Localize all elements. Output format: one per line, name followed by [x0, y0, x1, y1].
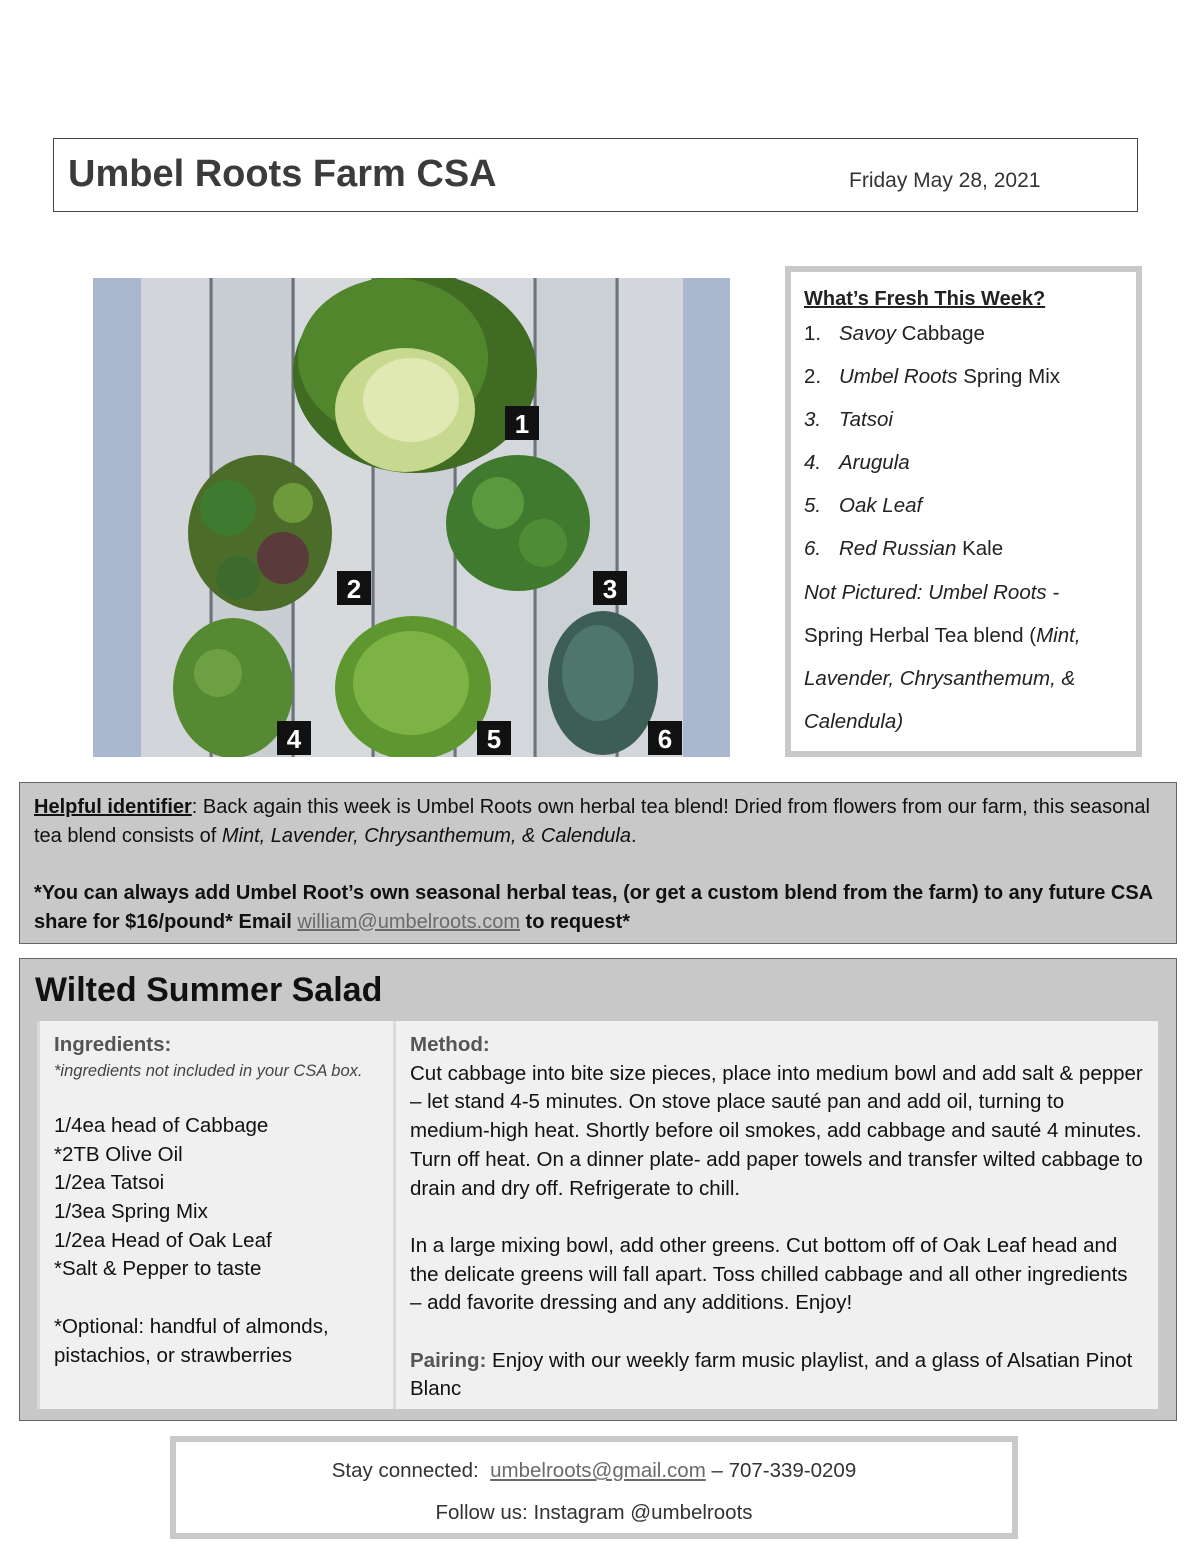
- contact-email-link[interactable]: umbelroots@gmail.com: [490, 1459, 706, 1482]
- method-label: Method:: [410, 1033, 490, 1056]
- tea-offer-paragraph: *You can always add Umbel Root’s own seasonal herbal teas, (or get a custom blend from the farm) to any future CSA share for $16/pound* Email william@umbelroots.com to request*: [34, 882, 1153, 933]
- spring-mix: [188, 455, 332, 611]
- ingredient-item: 1/2ea Tatsoi: [54, 1171, 165, 1195]
- newsletter-date: Friday May 28, 2021: [849, 169, 1041, 192]
- request-email-link[interactable]: william@umbelroots.com: [297, 910, 520, 933]
- photo-label-6: 6: [657, 724, 673, 754]
- red-russian-kale: [548, 611, 658, 755]
- list-item: 6. Red Russian Kale: [804, 537, 1004, 560]
- whats-fresh-box: [785, 266, 1142, 757]
- photo-label-1: 1: [514, 409, 530, 439]
- optional-note: *Optional: handful of almonds, pistachios, or strawberries: [54, 1314, 329, 1367]
- produce-photo: [93, 278, 730, 757]
- ingredients-label: Ingredients:: [54, 1033, 172, 1056]
- list-item: 3. Tatsoi: [804, 408, 893, 431]
- list-item: 4. Arugula: [804, 451, 910, 474]
- ingredient-item: *Salt & Pepper to taste: [54, 1257, 262, 1281]
- ingredient-item: 1/4ea head of Cabbage: [54, 1113, 269, 1137]
- tatsoi: [446, 455, 590, 591]
- oak-leaf: [335, 616, 491, 757]
- helpful-paragraph: Helpful identifier: Back again this week is Umbel Roots own herbal tea blend! Dried from flowers from our farm, this seasonal tea blend consists of Mint, Lavender, Chrysanthemum, & Calendula.: [34, 796, 1150, 847]
- photo-label-3: 3: [602, 574, 618, 604]
- recipe-title: Wilted Summer Salad: [35, 971, 383, 1009]
- fresh-list: [804, 320, 1134, 743]
- method-step-2: In a large mixing bowl, add other greens. Cut bottom off of Oak Leaf head and the delicate greens will fall apart. Toss chilled cabbage and all other ingredients – add favorite dressing and any additions. Enjoy!: [410, 1233, 1128, 1315]
- contact-line: Stay connected: umbelroots@gmail.com – 707-339-0209: [331, 1459, 857, 1482]
- not-pictured-note: Not Pictured: Umbel Roots - Spring Herbal Tea blend (Mint, Lavender, Chrysanthemum, & Calendula): [804, 581, 1081, 733]
- photo-label-2: 2: [346, 574, 362, 604]
- footer-box: [170, 1436, 1018, 1539]
- method-step-1: Cut cabbage into bite size pieces, place into medium bowl and add salt & pepper – let stand 4-5 minutes. On stove place sauté pan and add oil, turning to medium-high heat. Shortly before oil smokes, add cabbage and sauté 4 minutes. Turn off heat. On a dinner plate- add paper towels and transfer wilted cabbage to drain and dry off. Refrigerate to chill.: [410, 1061, 1143, 1200]
- savoy-cabbage: [293, 278, 537, 473]
- helpful-identifier-box: [19, 782, 1177, 944]
- recipe-box: [19, 958, 1177, 1421]
- produce-illustration: [93, 278, 730, 757]
- photo-label-4: 4: [286, 724, 302, 754]
- list-item: 2. Umbel Roots Spring Mix: [804, 365, 1061, 388]
- ingredient-item: *2TB Olive Oil: [54, 1142, 183, 1166]
- ingredient-item: 1/2ea Head of Oak Leaf: [54, 1228, 272, 1252]
- whats-fresh-title: What’s Fresh This Week?: [804, 288, 1046, 310]
- instagram-line: Follow us: Instagram @umbelroots: [435, 1501, 753, 1524]
- list-item: 1. Savoy Cabbage: [804, 322, 985, 345]
- ingredients-panel: [37, 1021, 394, 1409]
- ingredient-item: 1/3ea Spring Mix: [54, 1200, 208, 1223]
- pairing-note: Pairing: Enjoy with our weekly farm music playlist, and a glass of Alsatian Pinot Blanc: [410, 1348, 1133, 1401]
- arugula: [173, 618, 293, 757]
- page-title: Umbel Roots Farm CSA: [68, 153, 497, 195]
- list-item: 5. Oak Leaf: [804, 494, 923, 517]
- ingredients-note: *ingredients not included in your CSA box.: [54, 1061, 363, 1080]
- method-panel: [393, 1021, 1158, 1409]
- photo-label-5: 5: [486, 724, 502, 754]
- header-box: [53, 138, 1138, 212]
